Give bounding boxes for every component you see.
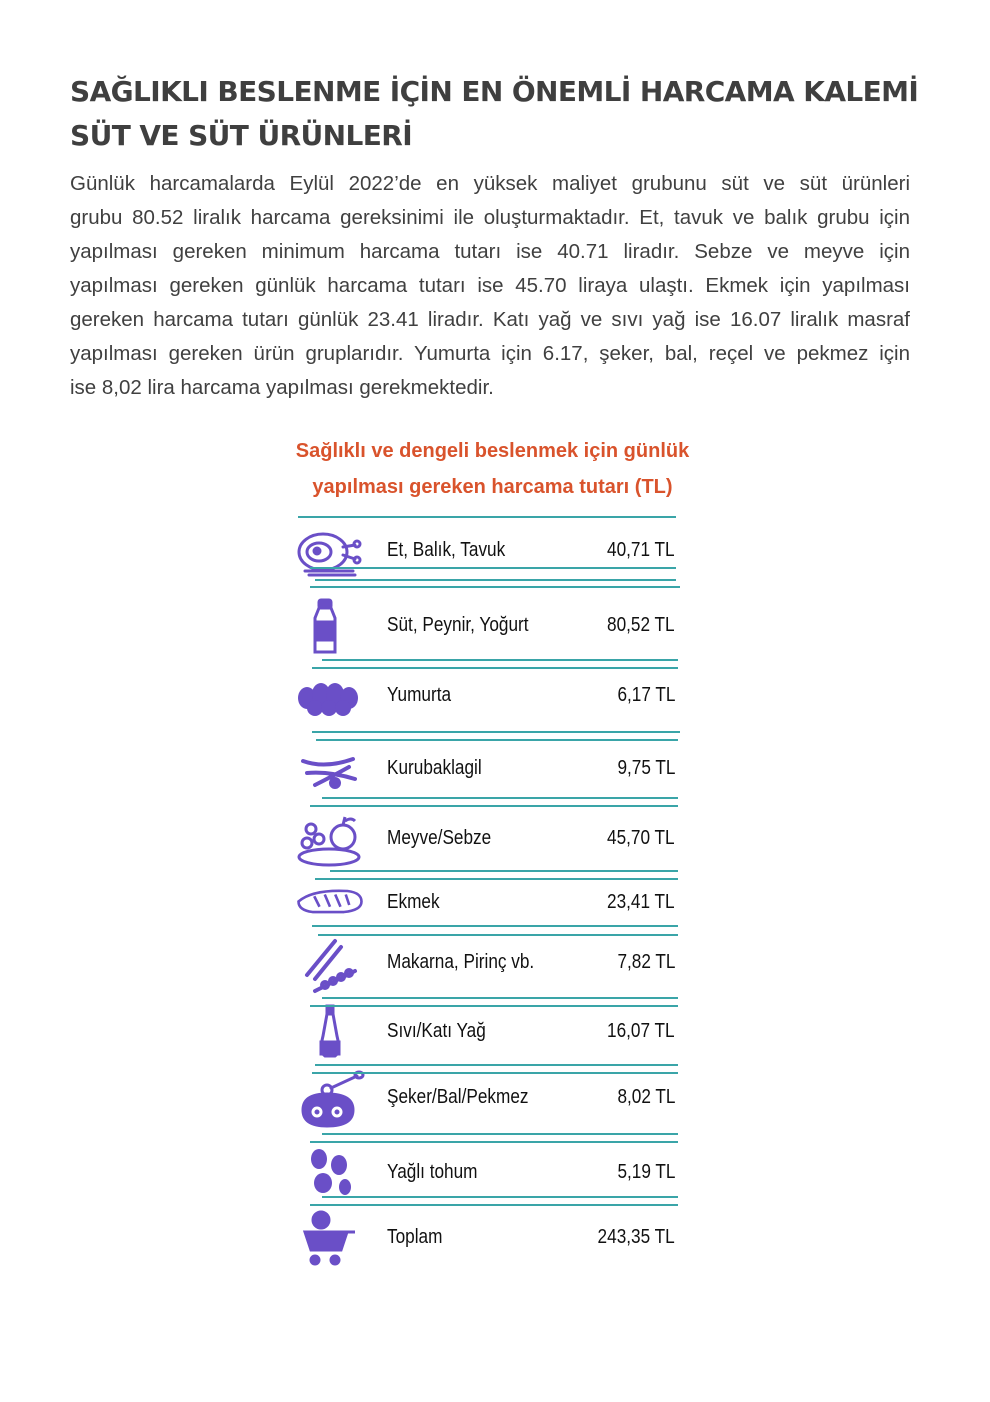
row-value: 45,70 TL [607, 827, 675, 849]
intro-line: yapılması gereken minimum harcama tutarı ise 40.71 liradır. Sebze ve meyve için [70, 240, 910, 263]
row-value: 9,75 TL [616, 757, 675, 779]
row-divider [310, 1141, 678, 1143]
row-divider [322, 1133, 678, 1135]
table-row [295, 1070, 685, 1130]
row-label: Kurubaklagil [387, 757, 482, 779]
honey-pot-icon [295, 1070, 365, 1130]
beans-icon [295, 741, 365, 801]
intro-line: ise 8,02 lira harcama yapılması gerekmektedir. [70, 376, 494, 399]
row-divider [315, 579, 676, 581]
row-divider [315, 878, 678, 880]
row-value: 5,19 TL [616, 1161, 675, 1183]
row-divider [312, 731, 680, 733]
row-divider [312, 667, 678, 669]
intro-paragraph [70, 167, 910, 405]
row-divider [322, 1196, 678, 1198]
table-row [295, 741, 685, 801]
row-label: Sıvı/Katı Yağ [387, 1020, 486, 1042]
table-title [290, 433, 695, 505]
table-row [295, 1145, 685, 1205]
row-divider [298, 516, 676, 518]
row-divider [316, 739, 678, 741]
row-divider [310, 567, 676, 569]
row-value: 8,02 TL [616, 1086, 675, 1108]
row-label: Şeker/Bal/Pekmez [387, 1086, 529, 1108]
row-value: 40,71 TL [607, 539, 675, 561]
intro-line: Günlük harcamalarda Eylül 2022’de en yüksek maliyet grubunu süt ve süt ürünleri [70, 172, 910, 195]
row-label: Ekmek [387, 891, 440, 913]
eggs-icon [295, 668, 365, 728]
oil-bottle-icon [295, 1004, 365, 1064]
table-row [295, 598, 685, 658]
row-value: 243,35 TL [597, 1226, 675, 1248]
shopping-cart-icon [295, 1210, 365, 1270]
row-divider [310, 586, 680, 588]
table-title-line-2: yapılması gereken harcama tutarı (TL) [312, 476, 673, 498]
intro-line: gereken harcama tutarı günlük 23.41 liradır. Katı yağ ve sıvı yağ ise 16.07 liralık masraf [70, 308, 910, 331]
row-label: Toplam [387, 1226, 443, 1248]
row-label: Süt, Peynir, Yoğurt [387, 614, 529, 636]
table-row [295, 523, 685, 583]
fruit-bowl-icon [295, 811, 365, 871]
table-row [295, 935, 685, 995]
table-row [295, 875, 685, 935]
page-title [70, 70, 920, 158]
seeds-icon [295, 1145, 365, 1205]
milk-bottle-icon [295, 598, 365, 658]
intro-line: grubu 80.52 liralık harcama gereksinimi ile oluşturmaktadır. Et, tavuk ve balık grubu için [70, 206, 910, 229]
table-title-line-1: Sağlıklı ve dengeli beslenmek için günlük [295, 440, 690, 462]
table-row [295, 1004, 685, 1064]
row-value: 6,17 TL [616, 684, 675, 706]
row-label: Yağlı tohum [387, 1161, 478, 1183]
row-divider [312, 1072, 678, 1074]
row-divider [330, 870, 678, 872]
intro-line: yapılması gereken ürün gruplarıdır. Yumurta için 6.17, şeker, bal, reçel ve pekmez için [70, 342, 910, 365]
row-divider [322, 797, 678, 799]
table-row [295, 668, 685, 728]
ham-icon [295, 523, 365, 583]
row-label: Meyve/Sebze [387, 827, 492, 849]
bread-icon [295, 875, 365, 935]
pasta-icon [295, 935, 365, 995]
row-label: Makarna, Pirinç vb. [387, 951, 535, 973]
row-divider [322, 659, 678, 661]
row-value: 80,52 TL [607, 614, 675, 636]
row-label: Et, Balık, Tavuk [387, 539, 506, 561]
row-divider [315, 1064, 678, 1066]
page-title-line-2: SÜT VE SÜT ÜRÜNLERİ [70, 119, 413, 152]
row-label: Yumurta [387, 684, 452, 706]
row-value: 23,41 TL [607, 891, 675, 913]
row-value: 7,82 TL [616, 951, 675, 973]
table-row [295, 811, 685, 871]
row-divider [318, 934, 678, 936]
row-divider [310, 1005, 678, 1007]
row-value: 16,07 TL [607, 1020, 675, 1042]
row-divider [310, 1204, 678, 1206]
row-divider [310, 805, 678, 807]
page-title-line-1: SAĞLIKLI BESLENME İÇİN EN ÖNEMLİ HARCAMA KALEMİ [70, 75, 919, 108]
intro-line: yapılması gereken günlük harcama tutarı ise 45.70 liraya ulaştı. Ekmek için yapılması [70, 274, 910, 297]
row-divider [322, 997, 678, 999]
table-row [295, 1210, 685, 1270]
row-divider [312, 925, 678, 927]
